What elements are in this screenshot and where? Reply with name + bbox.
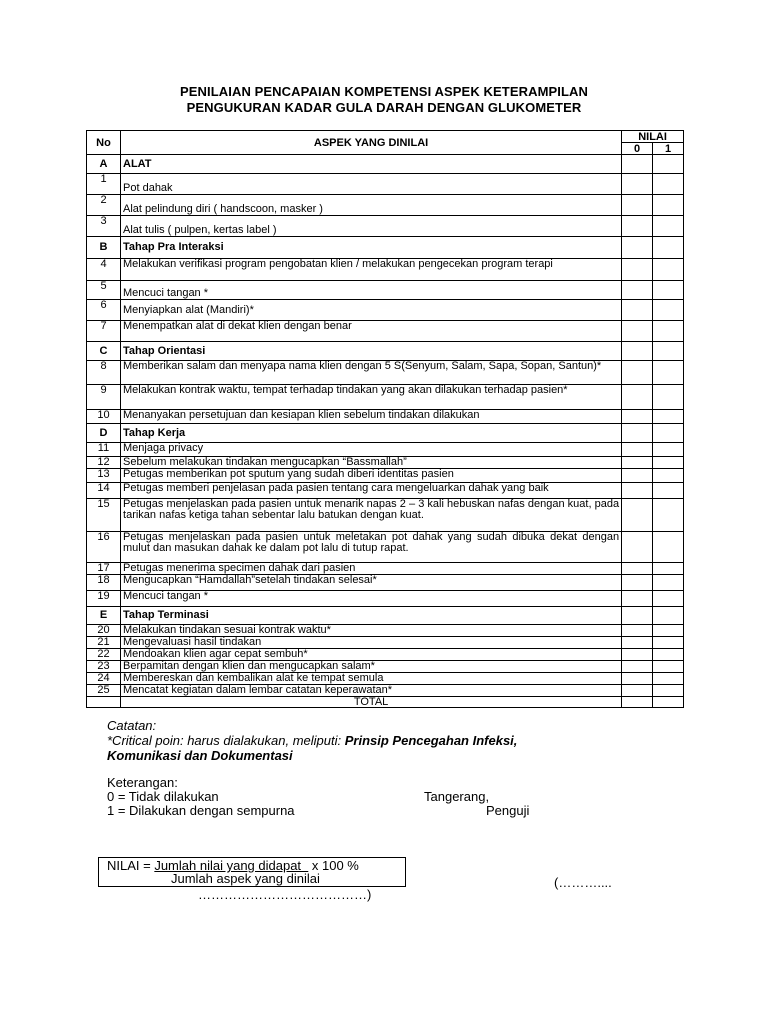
score-cell-1[interactable] [653, 532, 684, 563]
table-row [87, 532, 684, 563]
row-number: E [87, 607, 121, 625]
score-cell-0[interactable] [622, 281, 653, 300]
header-score-0: 0 [622, 143, 653, 155]
formula-multiplier: x 100 % [308, 858, 359, 873]
score-cell-0[interactable] [622, 661, 653, 673]
score-cell-0[interactable] [622, 410, 653, 424]
table-row [87, 195, 684, 216]
score-cell-0[interactable] [622, 649, 653, 661]
table-row [87, 321, 684, 342]
score-cell-1[interactable] [653, 300, 684, 321]
header-score-1: 1 [653, 143, 684, 155]
section-row [87, 607, 684, 625]
table-row [87, 259, 684, 281]
score-cell-1[interactable] [653, 259, 684, 281]
table-row [87, 361, 684, 385]
table-row [87, 410, 684, 424]
aspect-text: Mencuci tangan * [121, 591, 622, 607]
aspect-text: Berpamitan dengan klien dan mengucapkan salam* [121, 661, 622, 673]
aspect-text: Mencatat kegiatan dalam lembar catatan keperawatan* [121, 685, 622, 697]
score-cell-0[interactable] [622, 575, 653, 591]
row-number: D [87, 424, 121, 443]
score-cell-1[interactable] [653, 281, 684, 300]
page-title-line1: PENILAIAN PENCAPAIAN KOMPETENSI ASPEK KETERAMPILAN [179, 84, 589, 99]
table-row [87, 625, 684, 637]
section-title: ALAT [121, 155, 622, 174]
table-row [87, 637, 684, 649]
score-cell-0[interactable] [622, 483, 653, 499]
section-row [87, 155, 684, 174]
aspect-text: Menanyakan persetujuan dan kesiapan klien sebelum tindakan dilakukan [121, 410, 622, 424]
table-row [87, 385, 684, 410]
row-number: 20 [87, 625, 121, 637]
table-row [87, 591, 684, 607]
score-cell-1[interactable] [653, 410, 684, 424]
score-cell-1[interactable] [653, 385, 684, 410]
row-number: 23 [87, 661, 121, 673]
score-cell-1[interactable] [653, 457, 684, 469]
score-cell-0[interactable] [622, 591, 653, 607]
score-cell-0[interactable] [622, 469, 653, 483]
legend-one: 1 = Dilakukan dengan sempurna [107, 803, 295, 818]
score-cell-1[interactable] [653, 637, 684, 649]
score-cell-0[interactable] [622, 300, 653, 321]
table-row [87, 661, 684, 673]
aspect-text: Petugas memberikan pot sputum yang sudah diberi identitas pasien [121, 469, 622, 483]
row-number: 12 [87, 457, 121, 469]
legend-zero: 0 = Tidak dilakukan [107, 789, 219, 804]
score-cell-0 [622, 237, 653, 259]
score-cell-0[interactable] [622, 321, 653, 342]
score-cell-1[interactable] [653, 216, 684, 237]
section-row [87, 342, 684, 361]
total-label: TOTAL [121, 697, 622, 708]
row-number: 9 [87, 385, 121, 410]
aspect-text: Mengevaluasi hasil tindakan [121, 637, 622, 649]
section-title: Tahap Pra Interaksi [121, 237, 622, 259]
section-title: Tahap Kerja [121, 424, 622, 443]
score-cell-0 [622, 607, 653, 625]
row-number: 16 [87, 532, 121, 563]
aspect-text: Menjaga privacy [121, 443, 622, 457]
aspect-text: Membereskan dan kembalikan alat ke tempat semula [121, 673, 622, 685]
score-cell-0[interactable] [622, 385, 653, 410]
score-cell-0[interactable] [622, 532, 653, 563]
score-cell-1[interactable] [653, 649, 684, 661]
score-cell-1[interactable] [653, 321, 684, 342]
row-number: 15 [87, 499, 121, 532]
score-formula-box [98, 857, 406, 887]
aspect-text: Petugas menjelaskan pada pasien untuk meletakan pot dahak yang sudah dibuka dekat dengan mulut dan masukan dahak ke dalam pot lalu di tutup rapat. [121, 532, 622, 563]
critical-note [107, 733, 517, 748]
score-cell-1[interactable] [653, 361, 684, 385]
score-cell-0 [622, 342, 653, 361]
notes-label: Catatan: [107, 718, 157, 733]
score-cell-0[interactable] [622, 443, 653, 457]
score-cell-0[interactable] [622, 673, 653, 685]
score-cell-0[interactable] [622, 361, 653, 385]
row-number: A [87, 155, 121, 174]
table-row [87, 563, 684, 575]
score-cell-1[interactable] [653, 591, 684, 607]
row-number: 14 [87, 483, 121, 499]
score-cell-0 [622, 155, 653, 174]
row-number: 17 [87, 563, 121, 575]
table-row [87, 300, 684, 321]
aspect-text: Alat pelindung diri ( handscoon, masker ) [121, 195, 622, 216]
signature-open: (……….... [554, 875, 612, 890]
score-cell-1[interactable] [653, 625, 684, 637]
score-cell-0[interactable] [622, 499, 653, 532]
score-cell-1[interactable] [653, 469, 684, 483]
row-number: 13 [87, 469, 121, 483]
aspect-text: Alat tulis ( pulpen, kertas label ) [121, 216, 622, 237]
header-aspek: ASPEK YANG DINILAI [121, 131, 622, 155]
row-number: 11 [87, 443, 121, 457]
aspect-text: Melakukan verifikasi program pengobatan klien / melakukan pengecekan program terapi [121, 259, 622, 281]
row-number: 1 [87, 174, 121, 195]
score-cell-1[interactable] [653, 483, 684, 499]
aspect-text: Mencuci tangan * [121, 281, 622, 300]
table-row [87, 483, 684, 499]
total-score-0[interactable] [622, 697, 653, 708]
score-cell-0[interactable] [622, 637, 653, 649]
section-title: Tahap Terminasi [121, 607, 622, 625]
row-number: 3 [87, 216, 121, 237]
aspect-text: Menyiapkan alat (Mandiri)* [121, 300, 622, 321]
row-number: 8 [87, 361, 121, 385]
aspect-text: Mendoakan klien agar cepat sembuh* [121, 649, 622, 661]
score-cell-1[interactable] [653, 575, 684, 591]
score-cell-1 [653, 237, 684, 259]
score-cell-1[interactable] [653, 499, 684, 532]
score-cell-0[interactable] [622, 174, 653, 195]
row-number: 6 [87, 300, 121, 321]
page-title-line2: PENGUKURAN KADAR GULA DARAH DENGAN GLUKOMETER [186, 100, 582, 115]
signature-dots: …………………………………) [198, 887, 372, 902]
table-row [87, 575, 684, 591]
table-row [87, 685, 684, 697]
table-row [87, 673, 684, 685]
score-cell-1 [653, 607, 684, 625]
score-cell-0[interactable] [622, 685, 653, 697]
score-cell-0[interactable] [622, 563, 653, 575]
header-no: No [87, 131, 121, 155]
city-label: Tangerang, [424, 789, 490, 804]
aspect-text: Sebelum melakukan tindakan mengucapkan “Bassmallah” [121, 457, 622, 469]
score-cell-0[interactable] [622, 259, 653, 281]
critical-bold-line2: Komunikasi dan Dokumentasi [107, 748, 293, 763]
formula-numerator: Jumlah nilai yang didapat [154, 858, 309, 873]
table-row [87, 469, 684, 483]
row-number: 19 [87, 591, 121, 607]
row-number: 4 [87, 259, 121, 281]
formula-denominator: Jumlah aspek yang dinilai [171, 871, 320, 886]
row-number: C [87, 342, 121, 361]
aspect-text: Menempatkan alat di dekat klien dengan benar [121, 321, 622, 342]
table-row [87, 281, 684, 300]
critical-prefix: *Critical poin: harus dialakukan, meliputi: [107, 733, 345, 748]
table-row [87, 443, 684, 457]
formula-prefix: NILAI = [107, 858, 155, 873]
table-row [87, 216, 684, 237]
score-cell-0[interactable] [622, 625, 653, 637]
aspect-text: Petugas memberi penjelasan pada pasien tentang cara mengeluarkan dahak yang baik [121, 483, 622, 499]
legend-label: Keterangan: [107, 775, 178, 790]
score-cell-1[interactable] [653, 174, 684, 195]
table-row [87, 174, 684, 195]
aspect-text: Memberikan salam dan menyapa nama klien dengan 5 S(Senyum, Salam, Sapa, Sopan, Santun)* [121, 361, 622, 385]
header-nilai: NILAI [622, 131, 684, 143]
score-cell-1[interactable] [653, 563, 684, 575]
row-number: 24 [87, 673, 121, 685]
aspect-text: Petugas menerima specimen dahak dari pasien [121, 563, 622, 575]
table-row [87, 457, 684, 469]
section-row [87, 424, 684, 443]
aspect-text: Petugas menjelaskan pada pasien untuk menarik napas 2 – 3 kali hebuskan nafas dengan kuat, pada tarikan nafas ketiga tahan sebentar lalu batukan dengan kuat. [121, 499, 622, 532]
score-cell-1[interactable] [653, 661, 684, 673]
row-number: 21 [87, 637, 121, 649]
critical-bold: Prinsip Pencegahan Infeksi, [344, 733, 518, 748]
aspect-text: Pot dahak [121, 174, 622, 195]
row-number: 5 [87, 281, 121, 300]
table-row [87, 499, 684, 532]
row-number: 10 [87, 410, 121, 424]
score-cell-1[interactable] [653, 685, 684, 697]
score-cell-1 [653, 424, 684, 443]
section-title: Tahap Orientasi [121, 342, 622, 361]
table-row [87, 649, 684, 661]
assessment-table [86, 130, 684, 708]
examiner-label: Penguji [486, 803, 530, 818]
row-number: 2 [87, 195, 121, 216]
row-number: B [87, 237, 121, 259]
section-row [87, 237, 684, 259]
row-number: 7 [87, 321, 121, 342]
aspect-text: Melakukan kontrak waktu, tempat terhadap tindakan yang akan dilakukan terhadap pasien* [121, 385, 622, 410]
total-score-1[interactable] [653, 697, 684, 708]
score-cell-0 [622, 424, 653, 443]
row-number: 18 [87, 575, 121, 591]
score-cell-1[interactable] [653, 443, 684, 457]
row-number: 22 [87, 649, 121, 661]
score-cell-1[interactable] [653, 673, 684, 685]
aspect-text: Melakukan tindakan sesuai kontrak waktu* [121, 625, 622, 637]
score-cell-1 [653, 155, 684, 174]
score-cell-1 [653, 342, 684, 361]
aspect-text: Mengucapkan “Hamdallah”setelah tindakan selesai* [121, 575, 622, 591]
score-cell-1[interactable] [653, 195, 684, 216]
row-number: 25 [87, 685, 121, 697]
score-cell-0[interactable] [622, 195, 653, 216]
score-cell-0[interactable] [622, 457, 653, 469]
score-cell-0[interactable] [622, 216, 653, 237]
